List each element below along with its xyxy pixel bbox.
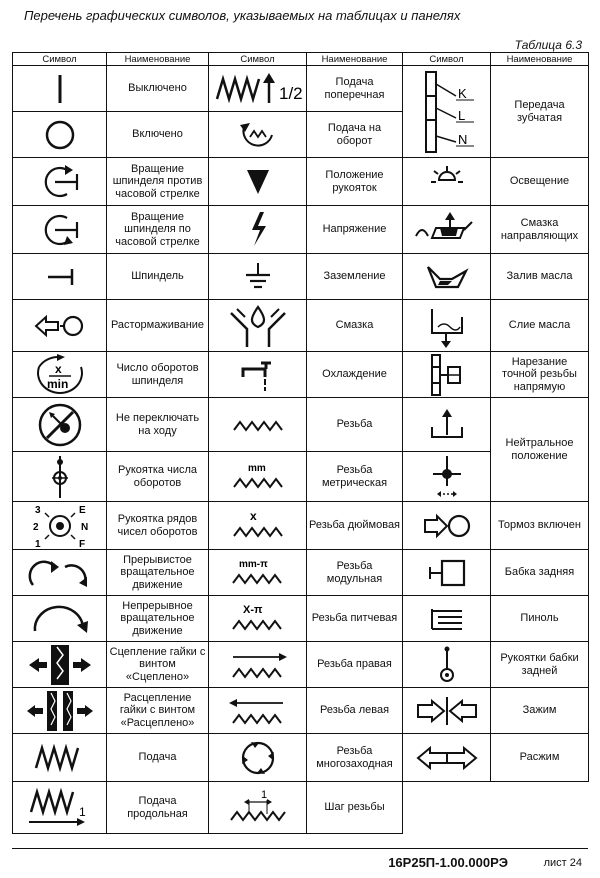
symbol-name: Резьба метрическая xyxy=(307,452,403,502)
symbol-name: Непрерывное вращательное движение xyxy=(107,596,209,642)
svg-text:mm: mm xyxy=(247,462,266,474)
symbol-name: Залив масла xyxy=(491,254,589,300)
thread-icon xyxy=(209,398,307,452)
lubrication-icon xyxy=(209,300,307,352)
symbol-name: Прерывистое вращательное движение xyxy=(107,550,209,596)
neutral-position-icon xyxy=(403,452,491,502)
table-row xyxy=(13,550,589,596)
unbrake-icon xyxy=(13,300,107,352)
symbol-name: Пиноль xyxy=(491,596,589,642)
symbol-name: Резьба левая xyxy=(307,688,403,734)
unclamp-icon xyxy=(403,734,491,782)
coolant-icon xyxy=(209,352,307,398)
symbol-name: Подача продольная xyxy=(107,782,209,834)
gear-feed-icon xyxy=(403,66,491,158)
symbol-name: Резьба дюймовая xyxy=(307,502,403,550)
svg-text:2: 2 xyxy=(32,521,39,533)
voltage-icon xyxy=(209,206,307,254)
symbol-name: Расцепление гайки с винтом «Расцеплено» xyxy=(107,688,209,734)
spindle-cw-icon xyxy=(13,206,107,254)
symbol-name: Резьба xyxy=(307,398,403,452)
symbol-name: Бабка задняя xyxy=(491,550,589,596)
brake-on-icon xyxy=(403,502,491,550)
svg-text:min: min xyxy=(46,376,68,391)
symbol-name: Не переключать на ходу xyxy=(107,398,209,452)
table-row xyxy=(13,66,589,112)
symbol-name: Положение рукояток xyxy=(307,158,403,206)
thread-pitch-icon xyxy=(209,782,307,834)
pitch-thread-icon xyxy=(209,596,307,642)
table-row xyxy=(13,254,589,300)
header-symbol: Символ xyxy=(403,53,491,66)
symbol-name: Слие масла xyxy=(491,300,589,352)
table-row xyxy=(13,398,589,452)
symbol-name: Расжим xyxy=(491,734,589,782)
symbols-table xyxy=(12,52,589,834)
symbol-name: Резьба модульная xyxy=(307,550,403,596)
tailstock-icon xyxy=(403,550,491,596)
on-icon xyxy=(13,112,107,158)
svg-text:N: N xyxy=(80,521,88,533)
svg-text:x: x xyxy=(249,508,257,523)
quill-icon xyxy=(403,596,491,642)
feed-per-rev-icon xyxy=(209,112,307,158)
module-thread-icon xyxy=(209,550,307,596)
cross-feed-icon xyxy=(209,66,307,112)
symbol-name: Смазка направляющих xyxy=(491,206,589,254)
longitudinal-feed-icon xyxy=(13,782,107,834)
symbol-name: Вращение шпинделя против часовой стрелке xyxy=(107,158,209,206)
svg-text:F: F xyxy=(78,538,85,549)
page-title: Перечень графических символов, указываемых на таблицах и панелях xyxy=(24,8,461,23)
symbol-name: Рукоятка рядов чисел оборотов xyxy=(107,502,209,550)
symbol-name: Включено xyxy=(107,112,209,158)
symbol-name: Резьба многозаходная xyxy=(307,734,403,782)
right-thread-icon xyxy=(209,642,307,688)
speed-handle-icon xyxy=(13,452,107,502)
header-symbol: Символ xyxy=(13,53,107,66)
symbol-name: Число оборотов шпинделя xyxy=(107,352,209,398)
svg-text:x: x xyxy=(54,361,62,376)
sheet-number: лист 24 xyxy=(543,857,582,869)
tailstock-handles-icon xyxy=(403,642,491,688)
oil-fill-icon xyxy=(403,254,491,300)
spindle-icon xyxy=(13,254,107,300)
svg-text:1: 1 xyxy=(78,804,86,819)
table-row xyxy=(13,158,589,206)
oil-drain-icon xyxy=(403,300,491,352)
symbol-name: Сцепление гайки с винтом «Сцеплено» xyxy=(107,642,209,688)
table-row xyxy=(13,502,589,550)
table-row xyxy=(13,206,589,254)
feed-icon xyxy=(13,734,107,782)
table-row xyxy=(13,300,589,352)
inch-thread-icon xyxy=(209,502,307,550)
range-handle-icon xyxy=(13,502,107,550)
symbol-name: Смазка xyxy=(307,300,403,352)
symbol-name: Заземление xyxy=(307,254,403,300)
svg-text:1: 1 xyxy=(34,538,41,549)
symbol-name: Подача поперечная xyxy=(307,66,403,112)
table-row xyxy=(13,352,589,398)
header-row xyxy=(13,53,589,66)
symbol-name: Зажим xyxy=(491,688,589,734)
symbol-name: Напряжение xyxy=(307,206,403,254)
nut-disengage-icon xyxy=(13,688,107,734)
spindle-rpm-icon xyxy=(13,352,107,398)
neutral-icon xyxy=(403,398,491,452)
symbol-name: Освещение xyxy=(491,158,589,206)
intermittent-rotation-icon xyxy=(13,550,107,596)
direct-thread-icon xyxy=(403,352,491,398)
footer-rule xyxy=(12,848,588,849)
symbol-name: Охлаждение xyxy=(307,352,403,398)
clamp-icon xyxy=(403,688,491,734)
header-name: Наименование xyxy=(491,53,589,66)
symbol-name: Рукоятка числа оборотов xyxy=(107,452,209,502)
svg-text:mm-π: mm-π xyxy=(238,558,268,570)
symbol-name: Растормаживание xyxy=(107,300,209,352)
header-name: Наименование xyxy=(107,53,209,66)
header-symbol: Символ xyxy=(209,53,307,66)
svg-text:K: K xyxy=(457,85,467,101)
symbol-name: Резьба питчевая xyxy=(307,596,403,642)
multistart-thread-icon xyxy=(209,734,307,782)
document-code: 16Р25П-1.00.000РЭ xyxy=(388,855,508,870)
symbol-name: Вращение шпинделя по часовой стрелке xyxy=(107,206,209,254)
svg-text:1: 1 xyxy=(260,788,267,801)
table-number: Таблица 6.3 xyxy=(514,38,582,52)
symbol-name: Рукоятки бабки задней xyxy=(491,642,589,688)
symbol-name: Тормоз включен xyxy=(491,502,589,550)
left-thread-icon xyxy=(209,688,307,734)
svg-text:3: 3 xyxy=(34,504,41,516)
symbol-name: Резьба правая xyxy=(307,642,403,688)
svg-text:X-π: X-π xyxy=(242,603,262,616)
spindle-ccw-icon xyxy=(13,158,107,206)
table-row xyxy=(13,688,589,734)
svg-text:1/2: 1/2 xyxy=(278,83,303,103)
symbol-name: Нарезание точной резьбы напрямую xyxy=(491,352,589,398)
metric-thread-icon xyxy=(209,452,307,502)
svg-text:E: E xyxy=(78,504,86,516)
ground-icon xyxy=(209,254,307,300)
table-row xyxy=(13,782,589,834)
no-shift-icon xyxy=(13,398,107,452)
symbol-name: Подача на оборот xyxy=(307,112,403,158)
header-name: Наименование xyxy=(307,53,403,66)
symbol-name: Шпиндель xyxy=(107,254,209,300)
lighting-icon xyxy=(403,158,491,206)
lever-position-icon xyxy=(209,158,307,206)
symbol-name: Подача xyxy=(107,734,209,782)
svg-text:N: N xyxy=(457,131,467,147)
continuous-rotation-icon xyxy=(13,596,107,642)
symbol-name: Шаг резьбы xyxy=(307,782,403,834)
symbol-name: Передача зубчатая xyxy=(491,66,589,158)
nut-engage-icon xyxy=(13,642,107,688)
symbol-name: Нейтральное положение xyxy=(491,398,589,502)
table-row xyxy=(13,596,589,642)
table-row xyxy=(13,642,589,688)
off-icon xyxy=(13,66,107,112)
symbol-name: Выключено xyxy=(107,66,209,112)
svg-text:L: L xyxy=(457,107,465,123)
table-row xyxy=(13,734,589,782)
guide-lube-icon xyxy=(403,206,491,254)
